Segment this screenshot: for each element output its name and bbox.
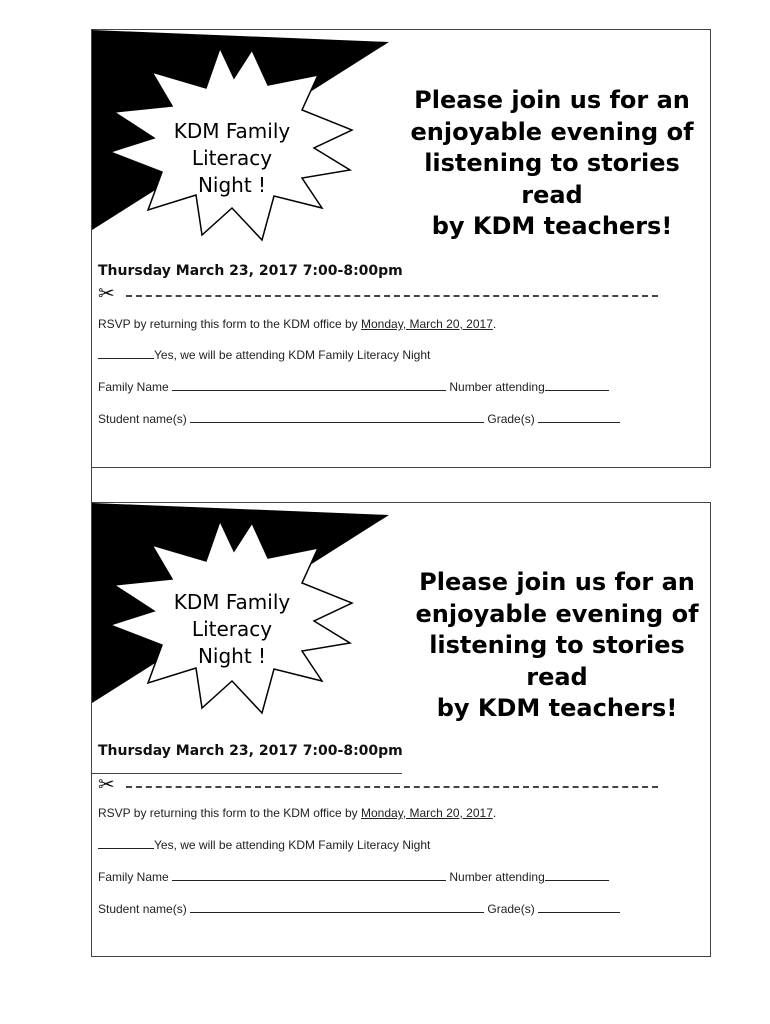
- event-date: Thursday March 23, 2017 7:00-8:00pm: [98, 263, 403, 279]
- family-name-row: [98, 870, 609, 884]
- dashed-divider: [126, 786, 658, 788]
- burst-title-line: Night !: [197, 644, 267, 668]
- yes-checkbox-blank[interactable]: [98, 348, 154, 359]
- rsvp-instructions: [98, 317, 496, 331]
- number-attending-field[interactable]: [545, 380, 609, 391]
- yes-attending-text: Yes, we will be attending KDM Family Literacy Night: [154, 838, 431, 852]
- student-name-field[interactable]: [190, 902, 484, 913]
- rsvp-period: .: [492, 806, 497, 820]
- burst-title-line: KDM Family: [173, 590, 291, 614]
- burst-title-line: KDM Family: [173, 119, 291, 143]
- yes-checkbox-blank[interactable]: [98, 838, 154, 849]
- burst-title-line: Literacy: [191, 617, 273, 641]
- date-underline: [92, 773, 402, 774]
- rsvp-text: RSVP by returning this form to the KDM office by: [98, 317, 362, 331]
- family-name-label: Family Name: [98, 870, 173, 884]
- student-name-row: [98, 902, 620, 916]
- student-name-field[interactable]: [190, 412, 484, 423]
- grade-label: Grade(s): [484, 902, 539, 916]
- grade-field[interactable]: [538, 902, 620, 913]
- event-title-burst: [152, 589, 312, 670]
- invitation-headline: [402, 85, 702, 243]
- invitation-card-1: [91, 29, 711, 468]
- student-name-row: [98, 412, 620, 426]
- number-attending-field[interactable]: [545, 870, 609, 881]
- number-attending-label: Number attending: [446, 380, 545, 394]
- headline-line: listening to stories read: [424, 149, 680, 209]
- family-name-row: [98, 380, 609, 394]
- rsvp-deadline: Monday, March 20, 2017: [361, 317, 493, 331]
- headline-line: enjoyable evening of: [415, 599, 699, 628]
- family-name-field[interactable]: [172, 380, 446, 391]
- headline-line: Please join us for an: [419, 568, 695, 596]
- event-date: Thursday March 23, 2017 7:00-8:00pm: [98, 743, 403, 759]
- student-name-label: Student name(s): [98, 902, 191, 916]
- cut-line: [98, 774, 658, 796]
- yes-attending-line: [98, 838, 430, 852]
- yes-attending-text: Yes, we will be attending KDM Family Literacy Night: [154, 348, 431, 362]
- grade-field[interactable]: [538, 412, 620, 423]
- cut-line: [98, 283, 658, 305]
- grade-label: Grade(s): [484, 412, 539, 426]
- rsvp-period: .: [492, 317, 497, 331]
- scissors-icon: ✂: [98, 283, 115, 305]
- dashed-divider: [126, 295, 658, 297]
- student-name-label: Student name(s): [98, 412, 191, 426]
- headline-line: by KDM teachers!: [436, 694, 678, 722]
- family-name-label: Family Name: [98, 380, 173, 394]
- yes-attending-line: [98, 348, 430, 362]
- rsvp-text: RSVP by returning this form to the KDM office by: [98, 806, 362, 820]
- headline-line: Please join us for an: [414, 86, 690, 114]
- scissors-icon: ✂: [98, 774, 115, 796]
- event-title-burst: [152, 118, 312, 199]
- headline-line: by KDM teachers!: [431, 212, 673, 240]
- invitation-card-2: [91, 502, 711, 957]
- family-name-field[interactable]: [172, 870, 446, 881]
- card-connector-line: [91, 468, 92, 502]
- burst-title-line: Literacy: [191, 146, 273, 170]
- headline-line: listening to stories read: [429, 631, 685, 691]
- rsvp-deadline: Monday, March 20, 2017: [361, 806, 493, 820]
- number-attending-label: Number attending: [446, 870, 545, 884]
- invitation-headline: [407, 567, 707, 725]
- headline-line: enjoyable evening of: [410, 117, 694, 146]
- burst-title-line: Night !: [197, 173, 267, 197]
- rsvp-instructions: [98, 806, 496, 820]
